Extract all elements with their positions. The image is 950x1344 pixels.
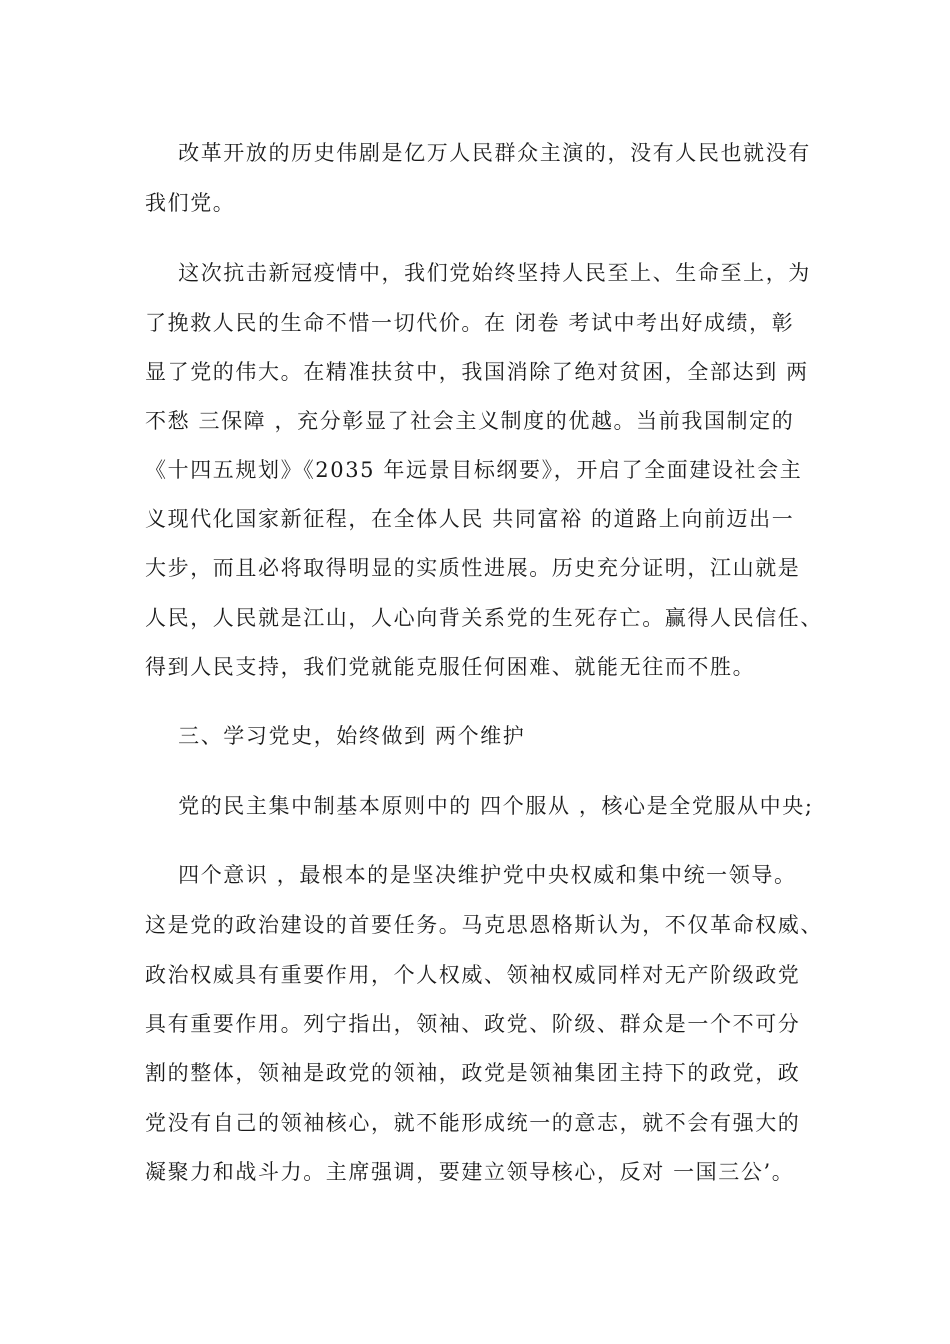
paragraph-line: 我们党。 (145, 191, 236, 215)
paragraph-line: 割的整体，领袖是政党的领袖，政党是领袖集团主持下的政党，政 (145, 1061, 801, 1085)
paragraph-line: 改革开放的历史伟剧是亿万人民群众主演的，没有人民也就没有 (145, 141, 811, 165)
paragraph-line: 这是党的政治建设的首要任务。马克思恩格斯认为，不仅革命权威、 (145, 913, 823, 937)
paragraph-line: 《十四五规划》《2035 年远景目标纲要》，开启了全面建设社会主 (145, 458, 803, 482)
paragraph-line: 了挽救人民的生命不惜一切代价。在 闭卷 考试中考出好成绩，彰 (145, 311, 795, 335)
paragraph-line: 大步，而且必将取得明显的实质性进展。历史充分证明，江山就是 (145, 556, 801, 580)
paragraph-line: 四个意识 ，最根本的是坚决维护党中央权威和集中统一领导。 (145, 863, 797, 887)
paragraph-line: 具有重要作用。列宁指出，领袖、政党、阶级、群众是一个不可分 (145, 1012, 801, 1036)
paragraph-line: 党的民主集中制基本原则中的 四个服从 ，核心是全党服从中央; (145, 794, 814, 818)
paragraph-line: 义现代化国家新征程，在全体人民 共同富裕 的道路上向前迈出一 (145, 507, 795, 531)
paragraph-line: 显了党的伟大。在精准扶贫中，我国消除了绝对贫困，全部达到 两 (145, 360, 809, 384)
paragraph-line: 凝聚力和战斗力。主席强调，要建立领导核心，反对 一国三公’。 (145, 1160, 795, 1184)
paragraph-line: 党没有自己的领袖核心，就不能形成统一的意志，就不会有强大的 (145, 1111, 801, 1135)
section-heading: 三、学习党史，始终做到 两个维护 (145, 724, 526, 748)
paragraph-line: 得到人民支持，我们党就能克服任何困难、就能无往而不胜。 (145, 655, 756, 679)
paragraph-line: 不愁 三保障 ，充分彰显了社会主义制度的优越。当前我国制定的 (145, 409, 795, 433)
paragraph-line: 政治权威具有重要作用，个人权威、领袖权威同样对无产阶级政党 (145, 963, 801, 987)
paragraph-line: 这次抗击新冠疫情中，我们党始终坚持人民至上、生命至上，为 (145, 261, 811, 285)
paragraph-line: 人民，人民就是江山，人心向背关系党的生死存亡。赢得人民信任、 (145, 606, 823, 630)
